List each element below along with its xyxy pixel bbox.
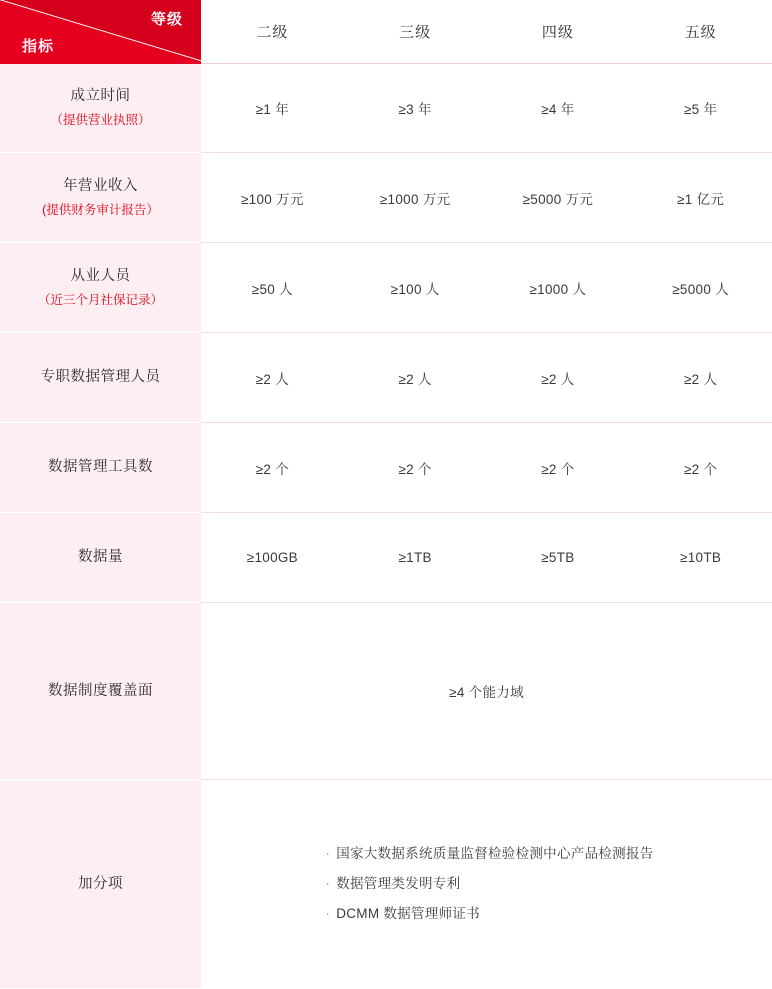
cell-value: ≥100 人 <box>344 243 487 333</box>
row-label-text: 专职数据管理人员 <box>40 369 161 386</box>
list-item <box>325 899 653 929</box>
list-item-text: 国家大数据系统质量监督检验检测中心产品检测报告 <box>336 845 654 861</box>
bonus-list <box>319 839 653 930</box>
list-item-text: DCMM 数据管理师证书 <box>336 906 481 922</box>
header-level-4: 四级 <box>487 0 630 64</box>
cell-value: ≥100 万元 <box>201 153 344 243</box>
row-label-note: （近三个月社保记录） <box>37 292 163 307</box>
row-label-text: 加分项 <box>78 875 123 892</box>
row-label-data-tools-count <box>0 423 201 513</box>
cell-value-bonus-list <box>201 780 772 989</box>
row-label-text: 从业人员 <box>70 268 131 285</box>
cell-value: ≥5TB <box>487 513 630 603</box>
cell-value: ≥2 人 <box>344 333 487 423</box>
table-body <box>0 64 772 989</box>
cell-value: ≥3 年 <box>344 64 487 153</box>
table-header <box>0 0 772 64</box>
cell-value: ≥2 个 <box>201 423 344 513</box>
cell-value-merged: ≥4 个能力域 <box>201 603 772 780</box>
row-label-bonus-items <box>0 780 201 989</box>
row-label-data-volume <box>0 513 201 603</box>
table-row <box>0 513 772 603</box>
table-row <box>0 780 772 989</box>
cell-value: ≥1 亿元 <box>629 153 772 243</box>
header-level-5: 五级 <box>629 0 772 64</box>
cell-value: ≥5000 万元 <box>487 153 630 243</box>
row-label-data-policy-coverage <box>0 603 201 780</box>
cell-value: ≥2 个 <box>344 423 487 513</box>
bullet-icon: · <box>325 876 331 892</box>
header-metric-label: 指标 <box>22 37 55 55</box>
cell-value: ≥2 个 <box>487 423 630 513</box>
header-level-3: 三级 <box>344 0 487 64</box>
row-label-annual-revenue <box>0 153 201 243</box>
cell-value: ≥5 年 <box>629 64 772 153</box>
header-corner-cell <box>0 0 201 64</box>
list-item <box>325 869 653 899</box>
table-row <box>0 423 772 513</box>
row-label-text: 成立时间 <box>70 88 131 105</box>
row-label-text: 数据制度覆盖面 <box>48 682 153 699</box>
row-label-text: 数据管理工具数 <box>48 459 153 476</box>
cell-value: ≥2 个 <box>629 423 772 513</box>
cell-value: ≥4 年 <box>487 64 630 153</box>
row-label-note: （提供营业执照） <box>50 112 151 127</box>
row-label-dedicated-data-staff <box>0 333 201 423</box>
row-label-employees <box>0 243 201 333</box>
list-item-text: 数据管理类发明专利 <box>336 876 461 892</box>
cell-value: ≥2 人 <box>629 333 772 423</box>
cell-value: ≥2 人 <box>201 333 344 423</box>
cell-value: ≥10TB <box>629 513 772 603</box>
cell-value: ≥1TB <box>344 513 487 603</box>
table-row <box>0 603 772 780</box>
table-row <box>0 153 772 243</box>
header-level-2: 二级 <box>201 0 344 64</box>
row-label-note: (提供财务审计报告） <box>42 202 159 217</box>
table-row <box>0 243 772 333</box>
row-label-text: 年营业收入 <box>63 178 138 195</box>
cell-value: ≥5000 人 <box>629 243 772 333</box>
bullet-icon: · <box>325 845 331 861</box>
row-label-establishment-time <box>0 64 201 153</box>
table-row <box>0 64 772 153</box>
bullet-icon: · <box>325 906 331 922</box>
cell-value: ≥2 人 <box>487 333 630 423</box>
list-item <box>325 839 653 869</box>
row-label-text: 数据量 <box>78 549 123 566</box>
table-row <box>0 333 772 423</box>
cell-value: ≥1000 万元 <box>344 153 487 243</box>
cell-value: ≥1 年 <box>201 64 344 153</box>
cell-value: ≥50 人 <box>201 243 344 333</box>
cell-value: ≥1000 人 <box>487 243 630 333</box>
header-grade-label: 等级 <box>150 11 183 28</box>
cell-value: ≥100GB <box>201 513 344 603</box>
